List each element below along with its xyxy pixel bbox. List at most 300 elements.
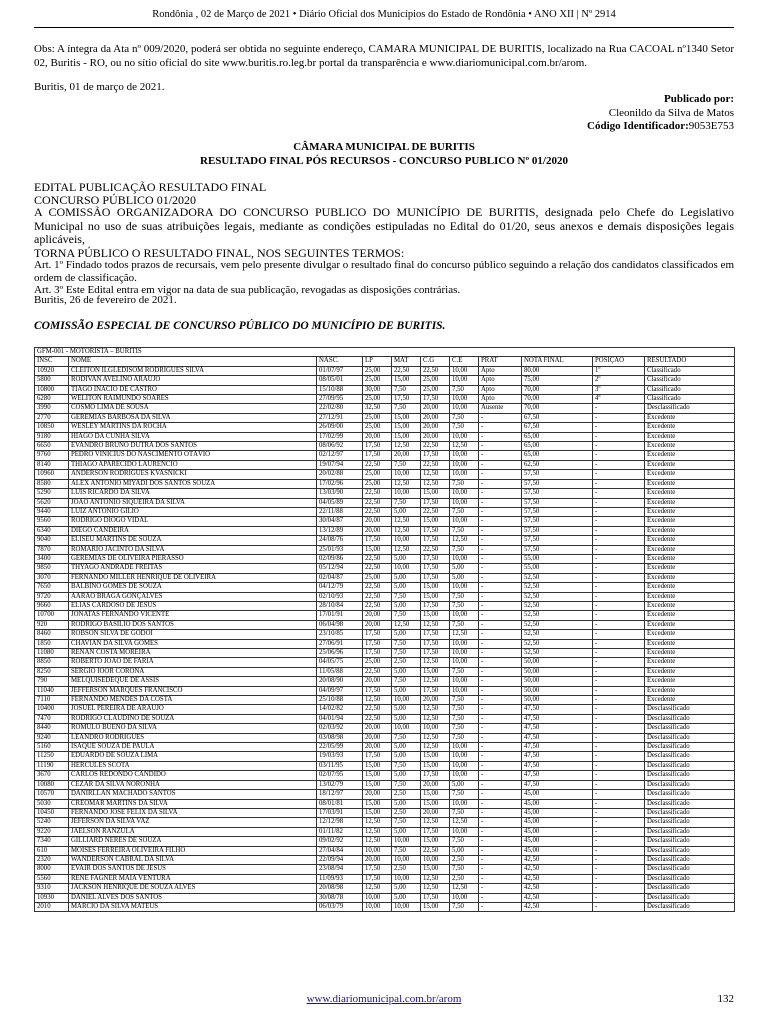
table-cell: 19/03/93 [317, 752, 363, 761]
table-cell: 52,50 [522, 611, 593, 620]
table-cell: 17,50 [421, 554, 450, 563]
table-cell: 22/05/99 [317, 743, 363, 752]
table-cell: Excedente [645, 554, 735, 563]
table-row [35, 620, 735, 629]
table-cell: 03/08/98 [317, 733, 363, 742]
table-cell: 8460 [35, 630, 69, 639]
table-cell: - [479, 451, 522, 460]
table-cell: - [593, 611, 645, 620]
table-cell: 47,50 [522, 705, 593, 714]
table-cell: 12,50 [421, 479, 450, 488]
table-cell: 22,50 [421, 366, 450, 375]
table-row [35, 395, 735, 404]
table-cell: Excedente [645, 536, 735, 545]
table-cell: 45,00 [522, 799, 593, 808]
table-cell: 7,50 [450, 714, 479, 723]
table-header-cell: RESULTADO [645, 357, 735, 366]
table-cell: 12,50 [421, 884, 450, 893]
table-cell: 10,00 [450, 677, 479, 686]
table-cell: 17,50 [421, 686, 450, 695]
footer-link[interactable]: www.diariomunicipal.com.br/arom [306, 993, 462, 1005]
edital-line2: CONCURSO PÚBLICO 01/2020 [34, 192, 197, 207]
table-cell: - [593, 837, 645, 846]
table-cell: - [479, 893, 522, 902]
table-cell: 10,00 [392, 874, 421, 883]
table-cell: 5,00 [392, 893, 421, 902]
table-cell: - [593, 677, 645, 686]
table-cell: 10,00 [363, 846, 392, 855]
table-row [35, 583, 735, 592]
table-cell: - [479, 855, 522, 864]
publisher-name: Cleonildo da Silva de Matos [608, 106, 734, 119]
table-cell: 17,50 [421, 827, 450, 836]
table-cell: Desclassificado [645, 790, 735, 799]
table-cell: DANIRLLAN MACHADO SANTOS [69, 790, 317, 799]
table-cell: 6650 [35, 442, 69, 451]
table-cell: GEREMIAS DE OLIVEIRA PIERASSO [69, 554, 317, 563]
table-cell: 10930 [35, 893, 69, 902]
table-cell: Excedente [645, 489, 735, 498]
table-cell: 02/09/86 [317, 554, 363, 563]
table-cell: 7870 [35, 545, 69, 554]
table-cell: 5240 [35, 818, 69, 827]
table-cell: 28/10/84 [317, 601, 363, 610]
table-row [35, 507, 735, 516]
table-cell: EVANDRO BRUNO DUTRA DOS SANTOS [69, 442, 317, 451]
table-cell: 12,50 [421, 714, 450, 723]
table-cell: 15,00 [421, 790, 450, 799]
table-cell: - [593, 564, 645, 573]
table-cell: - [479, 592, 522, 601]
table-cell: Desclassificado [645, 799, 735, 808]
table-row [35, 385, 735, 394]
table-cell: 75,00 [522, 376, 593, 385]
table-cell: 8250 [35, 667, 69, 676]
table-cell: 08/06/92 [317, 442, 363, 451]
table-cell: 15,00 [363, 808, 392, 817]
table-cell: CARLOS REDONDO CANDIDO [69, 771, 317, 780]
publicado-label: Publicado por: [664, 93, 734, 105]
table-cell: Desclassificado [645, 837, 735, 846]
table-cell: 7,50 [392, 677, 421, 686]
code-value: 9053E753 [688, 120, 734, 132]
table-cell: 62,50 [522, 460, 593, 469]
table-cell: 22,50 [421, 442, 450, 451]
table-cell: - [593, 489, 645, 498]
table-cell: 22,50 [363, 705, 392, 714]
table-cell: 5,00 [392, 884, 421, 893]
table-cell: 10,00 [450, 686, 479, 695]
table-cell: - [593, 799, 645, 808]
table-cell: - [479, 536, 522, 545]
table-cell: Classificado [645, 376, 735, 385]
table-cell: 25,00 [363, 423, 392, 432]
table-cell: 22,50 [363, 554, 392, 563]
table-cell: 57,50 [522, 517, 593, 526]
table-row [35, 790, 735, 799]
table-cell: 52,50 [522, 573, 593, 582]
table-cell: 47,50 [522, 761, 593, 770]
table-cell: 10700 [35, 611, 69, 620]
table-cell: 7,50 [392, 498, 421, 507]
table-cell: 12/12/98 [317, 818, 363, 827]
table-cell: TIAGO INACIO DE CASTRO [69, 385, 317, 394]
table-cell: 1850 [35, 639, 69, 648]
table-cell: Excedente [645, 460, 735, 469]
table-row [35, 573, 735, 582]
table-row [35, 658, 735, 667]
table-cell: 06/04/98 [317, 620, 363, 629]
table-cell: 5,00 [392, 601, 421, 610]
table-cell: 10,00 [450, 366, 479, 375]
table-cell: 10,00 [421, 724, 450, 733]
table-cell: 10,00 [450, 743, 479, 752]
table-cell: 3070 [35, 573, 69, 582]
table-cell: 15,00 [363, 545, 392, 554]
table-cell: 20,00 [363, 620, 392, 629]
table-cell: 7,50 [450, 705, 479, 714]
table-cell: 52,50 [522, 601, 593, 610]
table-cell: 20,00 [363, 517, 392, 526]
table-cell: 04/05/75 [317, 658, 363, 667]
table-cell: MELQUISEDEQUE DE ASSIS [69, 677, 317, 686]
table-cell: 12,50 [421, 677, 450, 686]
table-cell: 67,50 [522, 413, 593, 422]
table-cell: 02/04/87 [317, 573, 363, 582]
table-cell: 02/10/93 [317, 592, 363, 601]
table-cell: 27/09/95 [317, 395, 363, 404]
table-cell: 22,50 [421, 846, 450, 855]
table-cell: 12,50 [392, 545, 421, 554]
table-cell: 04/05/89 [317, 498, 363, 507]
table-cell: 15,00 [421, 592, 450, 601]
table-cell: 02/07/95 [317, 771, 363, 780]
table-cell: 22/02/80 [317, 404, 363, 413]
table-cell: 01/07/97 [317, 366, 363, 375]
table-cell: DANIEL ALVES DOS SANTOS [69, 893, 317, 902]
table-row [35, 639, 735, 648]
table-cell: 7,50 [450, 507, 479, 516]
edital-line4: TORNA PÚBLICO O RESULTADO FINAL, NOS SEGUINTES TERMOS: [34, 245, 405, 260]
table-row [35, 677, 735, 686]
table-cell: - [593, 667, 645, 676]
table-cell: 12,50 [392, 479, 421, 488]
table-cell: 11080 [35, 649, 69, 658]
table-cell: 17,50 [421, 601, 450, 610]
table-cell: 52,50 [522, 630, 593, 639]
code-label: Código Identificador: [587, 120, 689, 132]
table-cell: 5,00 [392, 743, 421, 752]
table-cell: 12,50 [450, 818, 479, 827]
table-cell: - [479, 827, 522, 836]
table-cell: 22,50 [363, 714, 392, 723]
table-cell: - [593, 696, 645, 705]
table-cell: CHAVIAN DA SILVA GOMES [69, 639, 317, 648]
table-cell: 7,50 [392, 846, 421, 855]
table-cell: 10,00 [450, 376, 479, 385]
table-cell: BALBINO GOMES DE SOUZA [69, 583, 317, 592]
table-cell: - [593, 714, 645, 723]
table-row [35, 837, 735, 846]
table-cell: 10,00 [450, 554, 479, 563]
table-row [35, 423, 735, 432]
table-cell: 17,50 [421, 649, 450, 658]
table-row [35, 714, 735, 723]
table-cell: Desclassificado [645, 404, 735, 413]
table-cell: 5290 [35, 489, 69, 498]
table-cell: 7,50 [450, 385, 479, 394]
publication-block [587, 93, 734, 134]
table-cell: 5,00 [392, 686, 421, 695]
table-cell: 15,00 [392, 413, 421, 422]
table-cell: Desclassificado [645, 705, 735, 714]
table-cell: 10,00 [421, 855, 450, 864]
table-cell: 5560 [35, 874, 69, 883]
table-cell: - [593, 752, 645, 761]
table-cell: - [479, 808, 522, 817]
table-cell: 10,00 [392, 470, 421, 479]
edital-line6: Art. 3º Este Edital entra em vigor na data de sua publicação, revogadas as disposições contrárias. [34, 284, 461, 296]
table-cell: - [593, 846, 645, 855]
table-cell: 45,00 [522, 846, 593, 855]
table-cell: 17,50 [363, 649, 392, 658]
table-cell: 70,00 [522, 395, 593, 404]
table-cell: ELIAS CARDOSO DE JESUS [69, 601, 317, 610]
table-cell: 57,50 [522, 470, 593, 479]
table-cell: JOSUEL PEREIRA DE ARAUJO [69, 705, 317, 714]
table-cell: FERNANDO JOSÉ FELIX DA SILVA [69, 808, 317, 817]
table-cell: 11040 [35, 686, 69, 695]
table-cell: 17,50 [421, 771, 450, 780]
table-cell: 17/01/91 [317, 611, 363, 620]
table-cell: - [593, 884, 645, 893]
table-cell: 55,00 [522, 554, 593, 563]
table-cell: 20,00 [363, 677, 392, 686]
table-cell: 18/12/97 [317, 790, 363, 799]
table-cell: 08/05/01 [317, 376, 363, 385]
table-cell: Excedente [645, 526, 735, 535]
table-cell: 47,50 [522, 780, 593, 789]
table-cell: 25,00 [363, 573, 392, 582]
table-cell: 7,50 [450, 790, 479, 799]
table-cell: 11190 [35, 761, 69, 770]
table-cell: Excedente [645, 583, 735, 592]
table-cell: 25,00 [421, 376, 450, 385]
table-cell: - [479, 479, 522, 488]
table-cell: - [593, 790, 645, 799]
table-cell: 22,50 [363, 592, 392, 601]
table-cell: 17,50 [363, 874, 392, 883]
table-cell: 01/11/82 [317, 827, 363, 836]
table-row [35, 818, 735, 827]
table-cell: - [479, 649, 522, 658]
table-cell: Desclassificado [645, 808, 735, 817]
table-cell: JOAO ANTONIO SIQUEIRA DA SILVA [69, 498, 317, 507]
table-row [35, 498, 735, 507]
table-cell: 10,00 [392, 855, 421, 864]
table-header-cell: LP [363, 357, 392, 366]
table-cell: 57,50 [522, 545, 593, 554]
table-cell: 5800 [35, 376, 69, 385]
table-cell: - [479, 837, 522, 846]
table-cell: 17,50 [363, 536, 392, 545]
table-cell: - [593, 893, 645, 902]
table-cell: 3670 [35, 771, 69, 780]
table-cell: - [479, 630, 522, 639]
table-header-cell: NOME [69, 357, 317, 366]
table-cell: - [593, 630, 645, 639]
table-cell: - [479, 583, 522, 592]
table-cell: 10,00 [450, 752, 479, 761]
table-cell: 15,00 [363, 761, 392, 770]
table-cell: 5,00 [392, 752, 421, 761]
table-row [35, 874, 735, 883]
table-cell: 57,50 [522, 498, 593, 507]
table-cell: 27/04/84 [317, 846, 363, 855]
table-cell: Excedente [645, 545, 735, 554]
table-cell: 7,50 [450, 592, 479, 601]
table-cell: - [479, 545, 522, 554]
table-cell: - [593, 432, 645, 441]
table-cell: 2770 [35, 413, 69, 422]
table-cell: MOISES FERREIRA OLIVEIRA FILHO [69, 846, 317, 855]
table-cell: 2010 [35, 902, 69, 911]
table-row [35, 545, 735, 554]
table-cell: Desclassificado [645, 902, 735, 911]
table-cell: ROBSON SILVA DE GODOI [69, 630, 317, 639]
table-cell: 7,50 [450, 837, 479, 846]
table-cell: 11/09/93 [317, 874, 363, 883]
table-cell: 25/06/96 [317, 649, 363, 658]
table-cell: 12,50 [421, 743, 450, 752]
table-cell: - [593, 583, 645, 592]
table-cell: 14/02/82 [317, 705, 363, 714]
table-caption: GFM-001 - MOTORISTA – BURITIS [35, 348, 735, 357]
table-cell: 10960 [35, 470, 69, 479]
table-cell: - [479, 498, 522, 507]
table-cell: - [479, 874, 522, 883]
table-cell: FERNANDO MENDES DA COSTA [69, 696, 317, 705]
table-row [35, 846, 735, 855]
table-cell: 04/09/97 [317, 686, 363, 695]
table-cell: 5,00 [392, 630, 421, 639]
table-cell: 27/06/91 [317, 639, 363, 648]
table-cell: 5620 [35, 498, 69, 507]
table-cell: 12,50 [450, 884, 479, 893]
table-cell: 15,00 [392, 376, 421, 385]
table-cell: - [479, 573, 522, 582]
table-cell: Excedente [645, 620, 735, 629]
table-cell: THYAGO ANDRADE FREITAS [69, 564, 317, 573]
table-cell: 17,50 [421, 630, 450, 639]
table-cell: - [593, 705, 645, 714]
table-row [35, 536, 735, 545]
table-cell: 10,00 [450, 799, 479, 808]
table-cell: 15,00 [363, 771, 392, 780]
table-cell: 45,00 [522, 808, 593, 817]
table-cell: 45,00 [522, 837, 593, 846]
table-cell: 5,00 [392, 771, 421, 780]
table-cell: 47,50 [522, 733, 593, 742]
table-cell: 5,00 [450, 573, 479, 582]
table-cell: - [479, 865, 522, 874]
table-cell: - [593, 865, 645, 874]
table-cell: - [479, 686, 522, 695]
table-cell: 7,50 [450, 667, 479, 676]
table-row [35, 479, 735, 488]
table-cell: - [593, 780, 645, 789]
table-cell: 17,50 [421, 395, 450, 404]
table-cell: 22,50 [363, 460, 392, 469]
table-cell: Apto [479, 395, 522, 404]
table-cell: Desclassificado [645, 846, 735, 855]
table-cell: 10920 [35, 366, 69, 375]
table-cell: 5,00 [450, 780, 479, 789]
table-cell: 20,00 [392, 451, 421, 460]
table-row [35, 893, 735, 902]
table-cell: 12,50 [363, 827, 392, 836]
table-cell: 24/08/76 [317, 536, 363, 545]
table-cell: - [479, 639, 522, 648]
table-cell: 10,00 [392, 489, 421, 498]
table-cell: Excedente [645, 470, 735, 479]
table-cell: 2,50 [392, 790, 421, 799]
table-cell: CEZAR DA SILVA NORONHA [69, 780, 317, 789]
table-cell: 42,50 [522, 893, 593, 902]
table-cell: 8580 [35, 479, 69, 488]
table-cell: 2320 [35, 855, 69, 864]
table-cell: - [479, 423, 522, 432]
table-cell: - [593, 855, 645, 864]
table-cell: HIAGO DA CUNHA SILVA [69, 432, 317, 441]
table-cell: 17,50 [421, 573, 450, 582]
table-cell: 10,00 [392, 724, 421, 733]
table-cell: 5,00 [392, 507, 421, 516]
table-cell: 5,00 [392, 583, 421, 592]
table-cell: - [593, 423, 645, 432]
table-cell: 25/01/93 [317, 545, 363, 554]
table-row [35, 489, 735, 498]
table-cell: 17,50 [392, 395, 421, 404]
table-cell: - [479, 714, 522, 723]
table-header-cell: INSC [35, 357, 69, 366]
table-cell: 47,50 [522, 752, 593, 761]
table-cell: 57,50 [522, 479, 593, 488]
table-cell: Excedente [645, 696, 735, 705]
table-cell: 22,50 [363, 489, 392, 498]
table-cell: - [479, 771, 522, 780]
table-cell: 23/10/85 [317, 630, 363, 639]
table-cell: JEFFERSON MARQUES FRANCISCO [69, 686, 317, 695]
table-cell: 22,50 [363, 601, 392, 610]
table-cell: Classificado [645, 385, 735, 394]
table-cell: 17,50 [363, 639, 392, 648]
table-cell: 7,50 [392, 592, 421, 601]
table-cell: Desclassificado [645, 752, 735, 761]
table-cell: - [479, 507, 522, 516]
table-cell: - [593, 761, 645, 770]
table-cell: - [593, 460, 645, 469]
table-cell: 15,00 [421, 902, 450, 911]
table-cell: GILLIARD NERES DE SOUZA [69, 837, 317, 846]
table-cell: 7,50 [450, 865, 479, 874]
table-cell: 8140 [35, 460, 69, 469]
table-cell: 15,00 [421, 489, 450, 498]
edital-block [34, 181, 734, 297]
table-cell: 02/03/92 [317, 724, 363, 733]
table-cell: 12,50 [421, 470, 450, 479]
table-cell: 10,00 [392, 536, 421, 545]
